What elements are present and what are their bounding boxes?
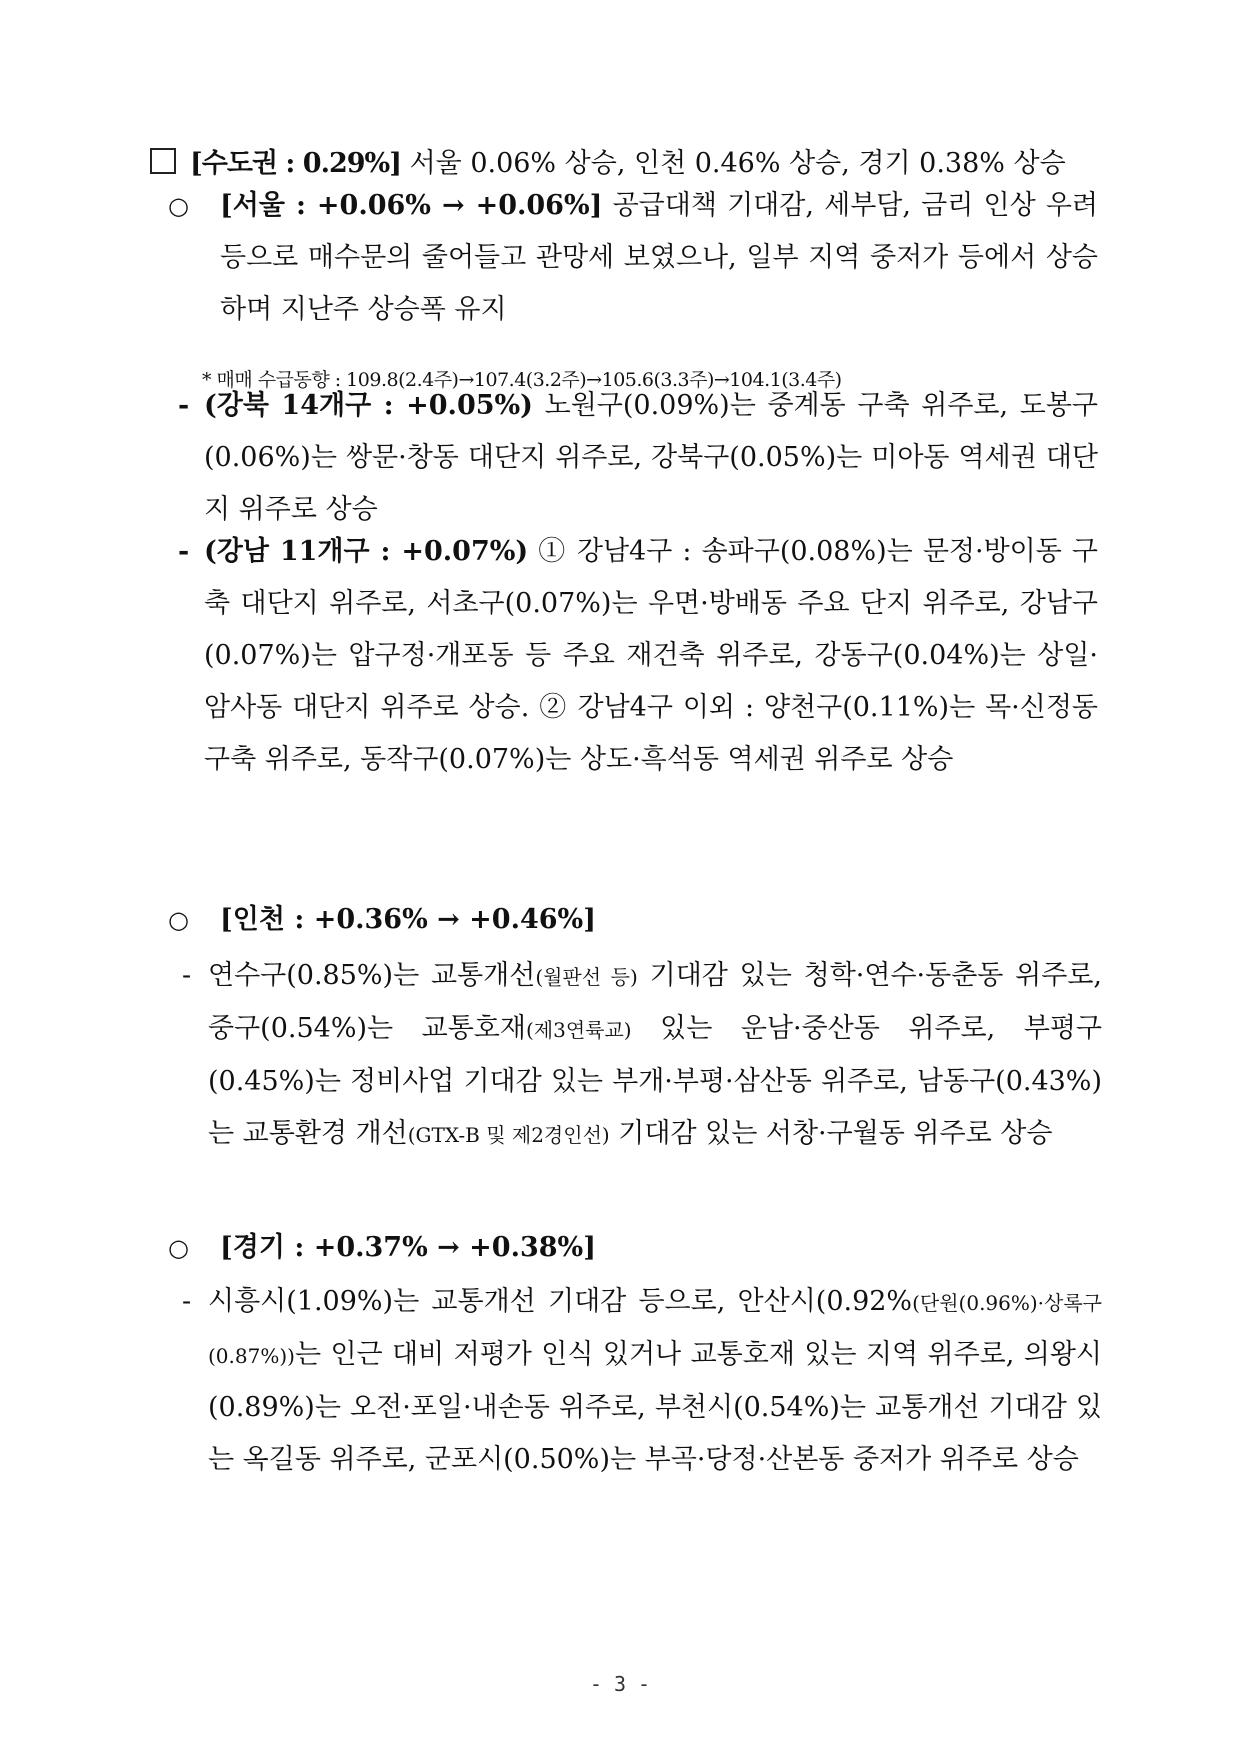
- seoul-paragraph: [168, 180, 1098, 336]
- gyeonggi-heading: [경기 : +0.37% → +0.38%]: [220, 1232, 596, 1263]
- circle-bullet-icon: ○: [168, 906, 189, 934]
- gangnam-text: ① 강남4구 : 송파구(0.08%)는 문정·방이동 구축 대단지 위주로, 서초구(0.07%)는 우면·방배동 주요 단지 위주로, 강남구(0.07%)는 압구정·개포동 등 주요 재건축 위주로, 강동구(0.04%)는 상일·암사동 대단지 위주로 상승. ② 강남4구 이외 : 양천구(0.11%)는 목·신정동 구축 위주로, 동작구(0.07%)는 상도·흑석동 역세권 위주로 상승: [204, 536, 1098, 775]
- dash-bullet: -: [178, 390, 190, 421]
- gangbuk-heading: (강북 14개구 : +0.05%): [204, 390, 533, 421]
- circle-bullet-icon: ○: [168, 1234, 189, 1262]
- gangbuk-text: 노원구(0.09%)는 중계동 구축 위주로, 도봉구(0.06%)는 쌍문·창동 대단지 위주로, 강북구(0.05%)는 미아동 역세권 대단지 위주로 상승: [204, 390, 1098, 525]
- gyeonggi-heading-row: [168, 1222, 1098, 1274]
- dash-bullet: -: [178, 536, 190, 567]
- incheon-text-1: 연수구(0.85%)는 교통개선: [208, 960, 536, 991]
- incheon-text-2: 기대감 있는 청학·연수·동춘동 위주로, 중구(0.54%)는 교통호재: [208, 960, 1103, 1044]
- incheon-note-2: (제3연륙교): [525, 1018, 632, 1042]
- dash-bullet: -: [182, 960, 192, 991]
- incheon-paragraph: [182, 950, 1102, 1161]
- incheon-text-4: 기대감 있는 서창·구월동 위주로 상승: [609, 1118, 1053, 1149]
- incheon-heading-row: [168, 894, 1098, 946]
- gangnam-paragraph: [178, 526, 1098, 786]
- checkbox-square-icon: [150, 148, 176, 174]
- gangbuk-paragraph: [178, 380, 1098, 536]
- gyeonggi-text-2: 는 인근 대비 저평가 인식 있거나 교통호재 있는 지역 위주로, 의왕시(0.89%)는 오전·포일·내손동 위주로, 부천시(0.54%)는 교통개선 기대감 있는 옥길동 위주로, 군포시(0.50%)는 부곡·당정·산본동 중저가 위주로 상승: [208, 1339, 1102, 1475]
- gyeonggi-text-1: 시흥시(1.09%)는 교통개선 기대감 등으로, 안산시(0.92%: [208, 1286, 913, 1317]
- seoul-heading: [서울 : +0.06% → +0.06%]: [220, 190, 603, 221]
- dash-bullet: -: [182, 1286, 192, 1317]
- gyeonggi-paragraph: [182, 1276, 1102, 1486]
- section-heading-text: 서울 0.06% 상승, 인천 0.46% 상승, 경기 0.38% 상승: [400, 148, 1066, 179]
- page-number: - 3 -: [589, 1672, 651, 1696]
- incheon-note-1: (월판선 등): [535, 965, 638, 989]
- supply-demand-note: * 매매 수급동향 : 109.8(2.4주)→107.4(3.2주)→105.6(3.3주)→104.1(3.4주): [202, 369, 842, 391]
- seoul-text: 공급대책 기대감, 세부담, 금리 인상 우려 등으로 매수문의 줄어들고 관망세 보였으나, 일부 지역 중저가 등에서 상승하며 지난주 상승폭 유지: [220, 190, 1098, 325]
- circle-bullet-icon: ○: [168, 192, 189, 220]
- incheon-heading: [인천 : +0.36% → +0.46%]: [220, 904, 596, 935]
- section-heading-label: [수도권 : 0.29%]: [190, 148, 401, 179]
- incheon-note-3: (GTX-B 및 제2경인선): [407, 1123, 610, 1147]
- incheon-text-3: 있는 운남·중산동 위주로, 부평구(0.45%)는 정비사업 기대감 있는 부개·부평·삼산동 위주로, 남동구(0.43%)는 교통환경 개선: [208, 1013, 1103, 1149]
- gyeonggi-note-1: (단원(0.96%)·상록구(0.87%)): [208, 1291, 1102, 1368]
- gangnam-heading: (강남 11개구 : +0.07%): [204, 536, 529, 567]
